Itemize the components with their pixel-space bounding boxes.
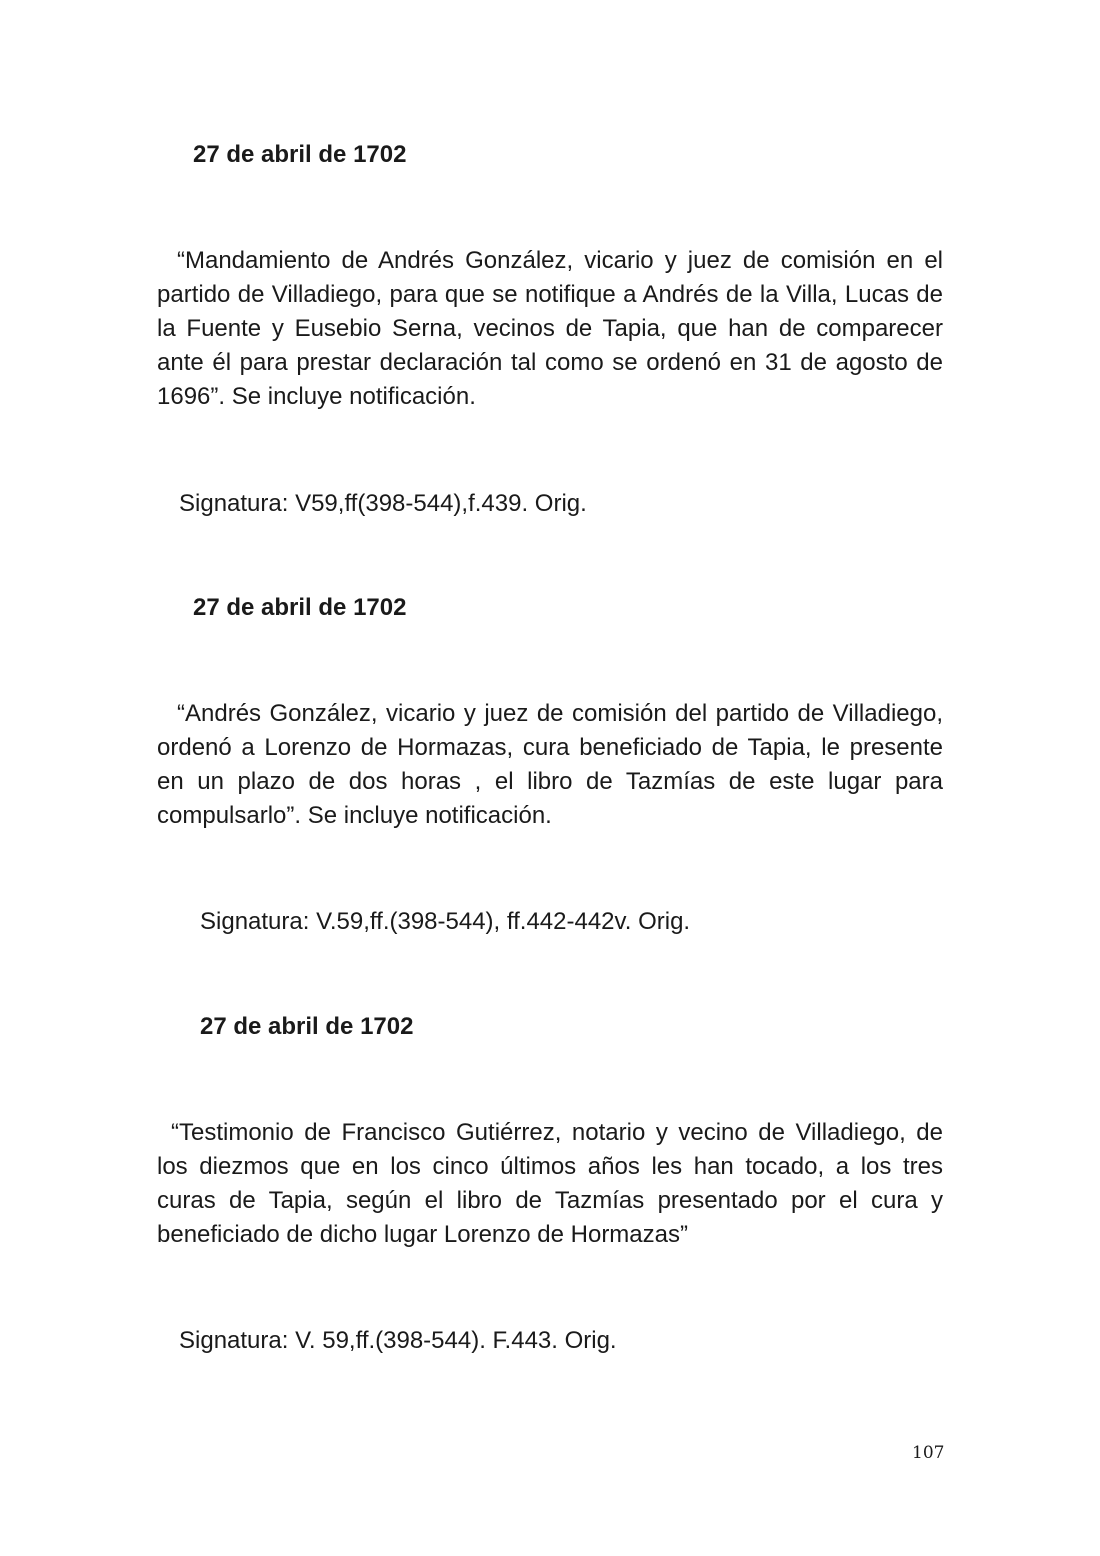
entry-1-signature: Signatura: V59,ff(398-544),f.439. Orig. xyxy=(179,490,587,517)
entry-1-date: 27 de abril de 1702 xyxy=(193,141,407,168)
entry-2-date: 27 de abril de 1702 xyxy=(193,594,407,621)
entry-3-signature: Signatura: V. 59,ff.(398-544). F.443. Orig. xyxy=(179,1327,617,1354)
entry-3-text: “Testimonio de Francisco Gutiérrez, notario y vecino de Villadiego, de los diezmos que en los cinco últimos años les han tocado, a los tres curas de Tapia, según el libro de Tazmías presentado por el cura y beneficiado de dicho lugar Lorenzo de Hormazas” xyxy=(157,1119,943,1248)
entry-1-text: “Mandamiento de Andrés González, vicario y juez de comisión en el partido de Villadiego, para que se notifique a Andrés de la Villa, Lucas de la Fuente y Eusebio Serna, vecinos de Tapia, que han de comparecer ante él para prestar declaración tal como se ordenó en 31 de agosto de 1696”. Se incluye notificación. xyxy=(157,247,943,410)
entry-3-date: 27 de abril de 1702 xyxy=(200,1013,414,1040)
entry-2-signature: Signatura: V.59,ff.(398-544), ff.442-442v. Orig. xyxy=(200,908,691,935)
page-number: 107 xyxy=(912,1443,945,1463)
entry-2-text: “Andrés González, vicario y juez de comisión del partido de Villadiego, ordenó a Lorenzo de Hormazas, cura beneficiado de Tapia, le presente en un plazo de dos horas , el libro de Tazmías de este lugar para compulsarlo”. Se incluye notificación. xyxy=(157,700,943,829)
